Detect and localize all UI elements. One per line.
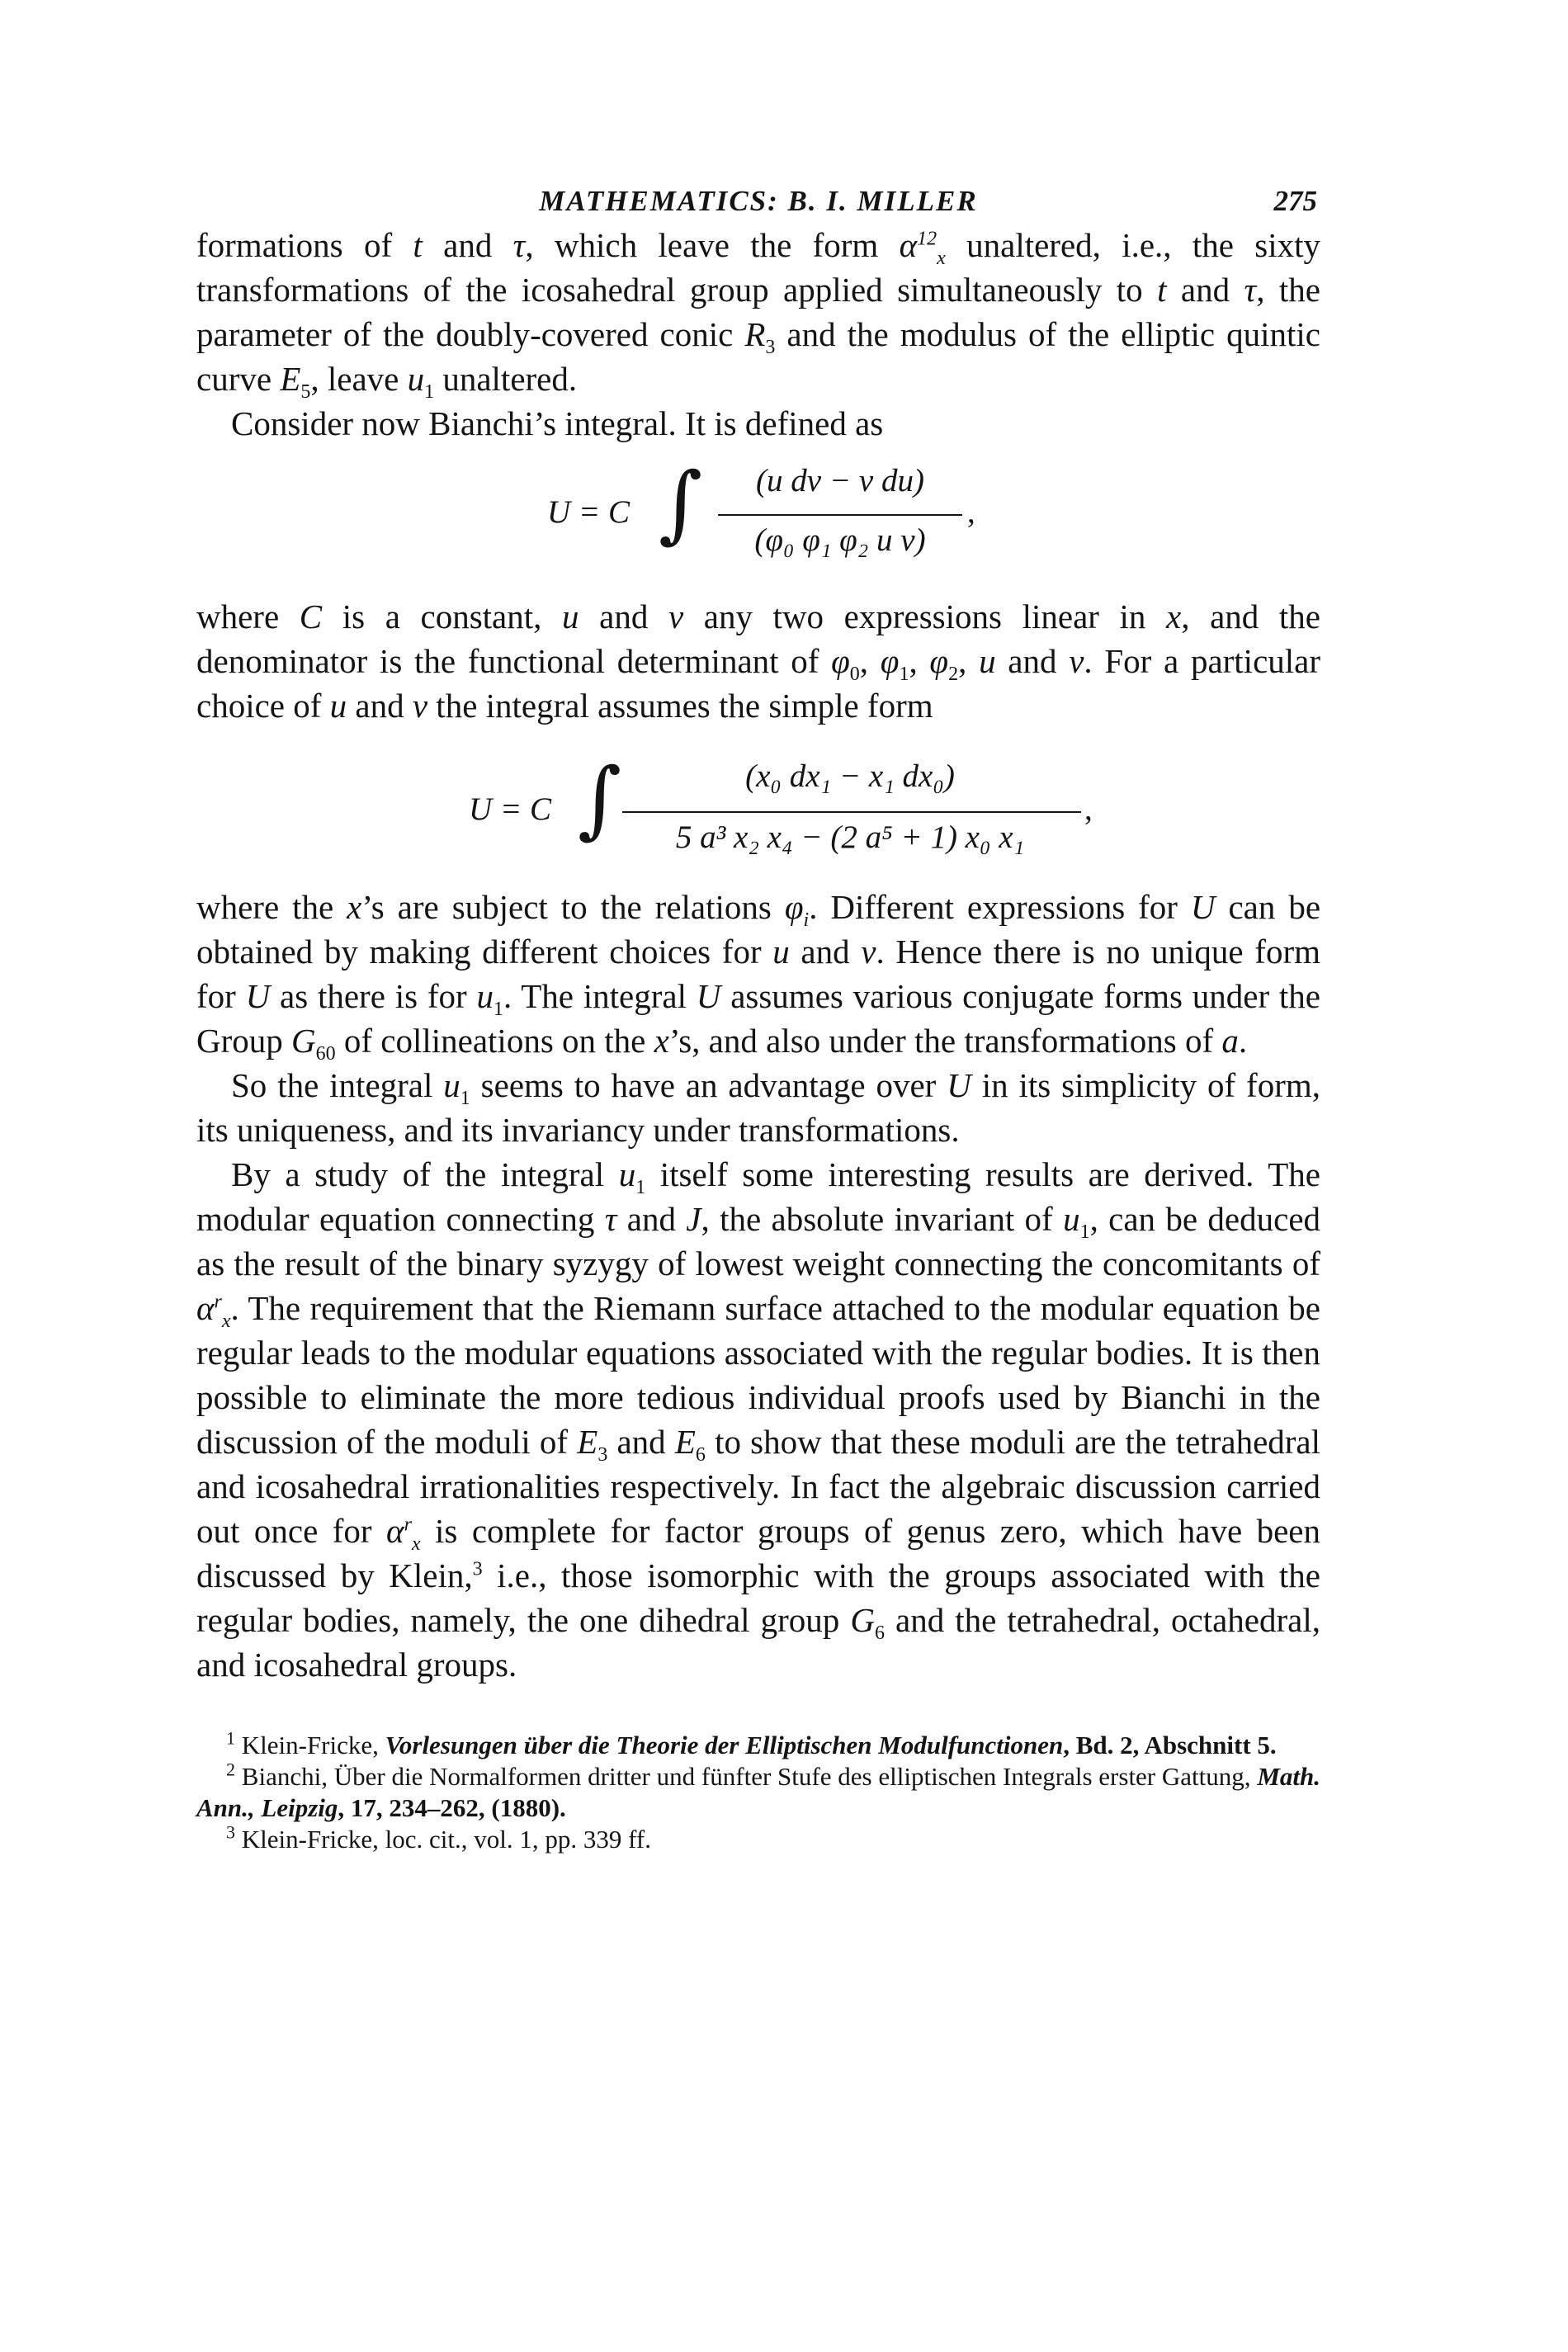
paragraph-6: By a study of the integral $u_1$ itself some interesting results are derived. The modular equation connecting τ and J, the absolute invariant of $u_1$, can be deduced as the result of the binary syzygy of lowest weight connecting the concomitants of $\alpha^r_x$. The requirement that the Riemann surface attached to the modular equation be regular leads to the modular equations associated with the regular bodies. It is then possible to eliminate the more tedious individual proofs used by Bianchi in the discussion of the moduli of $E_3$ and $E_6$ to show that these moduli are the tetrahedral and icosahedral irrationalities respectively. In fact the algebraic discussion carried out once for $\alpha^r_x$ is complete for factor groups of genus zero, which have been discussed by Klein,$^3$ i.e., those isomorphic with the groups associated with the regular bodies, namely, the one dihedral group $G_6$ and the tetrahedral, octahedral, and icosahedral groups. bbox=[196, 1155, 1321, 1684]
footnotes bbox=[196, 1727, 1320, 1855]
running-head bbox=[196, 173, 1320, 223]
paragraph-4: where the x’s are subject to the relations $\varphi_i$. Different expressions for U can be obtained by making different choices for u and v. Hence there is no unique form for U as there is for $u_1$. The integral U assumes various conjugate forms under the Group $G_{60}$ of collineations on the x’s, and also under the transformations of a. bbox=[196, 888, 1321, 1065]
alpha-form: $\alpha^{12}_x$ bbox=[899, 226, 946, 270]
page bbox=[196, 173, 1320, 1855]
equation-2-denominator: 5 a³ x₂ x₄ − (2 a⁵ + 1) x₀ x₁ bbox=[675, 819, 1025, 855]
footnote-ref-3[interactable]: 3 bbox=[472, 1558, 483, 1580]
equation-1-denominator: (φ₀ φ₁ φ₂ u v) bbox=[754, 522, 926, 558]
equation-2-lhs: U = C bbox=[469, 791, 551, 827]
equation-2: U = C ∫ (x₀ dx₁ − x₁ dx₀) 5 a³ x₂ x₄ − (2 a⁵ + 1) x₀ x₁ , bbox=[469, 750, 1093, 855]
equation-1-lhs: U = C bbox=[547, 494, 630, 530]
integral-sign: ∫ bbox=[659, 455, 703, 553]
paragraph-2: Consider now Bianchi’s integral. It is defined as bbox=[231, 404, 884, 442]
running-title: MATHEMATICS: B. I. MILLER bbox=[539, 185, 978, 217]
fraction-bar bbox=[718, 514, 962, 516]
paragraph-3: where C is a constant, u and v any two expressions linear in x, and the denominator is the functional determinant of $\varphi_0$, $\varphi_1$, $\varphi_2$, u and v. For a particular choice of u and v the integral assumes the simple form bbox=[196, 597, 1321, 725]
paragraph-1: formations of t and τ, which leave the form $\alpha^{12}_x$ unaltered, i.e., the sixty transformations of the icosahedral group applied simultaneously to t and τ, the parameter of the doubly-covered conic $R_3$ and the modulus of the elliptic quintic curve $E_5$, leave $u_1$ unaltered. bbox=[196, 226, 1321, 404]
fraction-bar bbox=[622, 811, 1081, 813]
footnote-3: $^3$ Klein-Fricke, loc. cit., vol. 1, pp. 339 ff. bbox=[226, 1821, 651, 1854]
equation-1-numerator: (u dv − v du) bbox=[756, 463, 924, 498]
equation-1: U = C ∫ (u dv − v du) (φ₀ φ₁ φ₂ u v) , bbox=[547, 455, 975, 558]
footnote-2: $^2$ Bianchi, Über die Normalformen dritter und fünfter Stufe des elliptischen Integrals erster Gattung, Math. Ann., Leipzig, 17, 234–262, (1880). bbox=[196, 1759, 1320, 1822]
footnote-1: $^1$ Klein-Fricke, Vorlesungen über die Theorie der Elliptischen Modulfunctionen, Bd. 2, Abschnitt 5. bbox=[226, 1727, 1277, 1759]
integral-sign: ∫ bbox=[578, 750, 622, 848]
equation-2-numerator: (x₀ dx₁ − x₁ dx₀) bbox=[745, 758, 955, 794]
paragraph-5: So the integral $u_1$ seems to have an advantage over U in its simplicity of form, its uniqueness, and its invariancy under transformations. bbox=[196, 1066, 1320, 1149]
page-number: 275 bbox=[1273, 185, 1317, 217]
